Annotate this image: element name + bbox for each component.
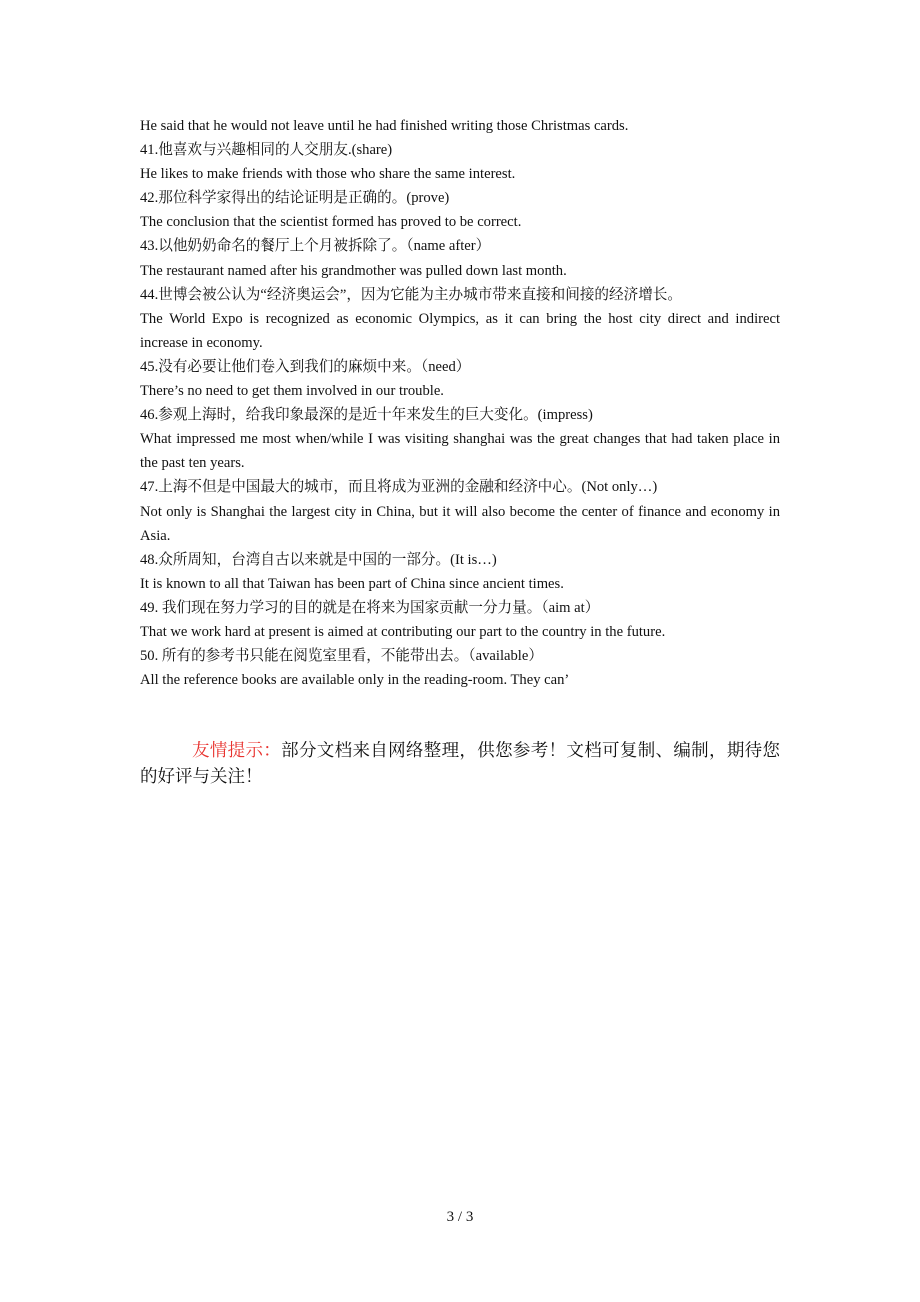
question-line: 47.上海不但是中国最大的城市，而且将成为亚洲的金融和经济中心。(Not only…) — [140, 479, 658, 496]
answer-line: The restaurant named after his grandmother was pulled down last month. — [140, 262, 567, 279]
tip-text: 部分文档来自网络整理，供您参考！文档可复制、编制，期待您的好评与关注！ — [140, 741, 780, 787]
answer-line: What impressed me most when/while I was visiting shanghai was the great changes that had taken place in the past ten years. — [140, 431, 780, 472]
answer-line: Not only is Shanghai the largest city in China, but it will also become the center of finance and economy in Asia. — [140, 503, 780, 544]
answer-line: All the reference books are available only in the reading-room. They can’ — [140, 672, 570, 689]
answer-line: He said that he would not leave until he had finished writing those Christmas cards. — [140, 118, 629, 134]
question-line: 48.众所周知，台湾自古以来就是中国的一部分。(It is…) — [140, 551, 497, 568]
question-line: 50. 所有的参考书只能在阅览室里看，不能带出去。（available） — [140, 648, 543, 665]
answer-line: That we work hard at present is aimed at contributing our part to the country in the future. — [140, 623, 666, 640]
question-line: 41.他喜欢与兴趣相同的人交朋友.(share) — [140, 142, 393, 159]
answer-line: It is known to all that Taiwan has been part of China since ancient times. — [140, 575, 564, 592]
answer-line: The conclusion that the scientist formed has proved to be correct. — [140, 214, 522, 231]
question-line: 49. 我们现在努力学习的目的就是在将来为国家贡献一分力量。（aim at） — [140, 599, 600, 616]
page-number: 3 / 3 — [446, 1209, 474, 1225]
question-line: 44.世博会被公认为“经济奥运会”，因为它能为主办城市带来直接和间接的经济增长。 — [140, 286, 682, 303]
document-body — [140, 114, 780, 692]
tip-label: 友情提示： — [192, 741, 282, 761]
answer-line: He likes to make friends with those who share the same interest. — [140, 166, 516, 183]
answer-line: There’s no need to get them involved in our trouble. — [140, 383, 444, 400]
friendly-tip — [140, 738, 780, 790]
question-line: 43.以他奶奶命名的餐厅上个月被拆除了。（name after） — [140, 238, 491, 255]
question-line: 42.那位科学家得出的结论证明是正确的。(prove) — [140, 190, 450, 207]
question-line: 46.参观上海时，给我印象最深的是近十年来发生的巨大变化。(impress) — [140, 407, 593, 424]
question-line: 45.没有必要让他们卷入到我们的麻烦中来。（need） — [140, 358, 471, 375]
answer-line: The World Expo is recognized as economic Olympics, as it can bring the host city direct and indirect increase in economy. — [140, 310, 780, 351]
